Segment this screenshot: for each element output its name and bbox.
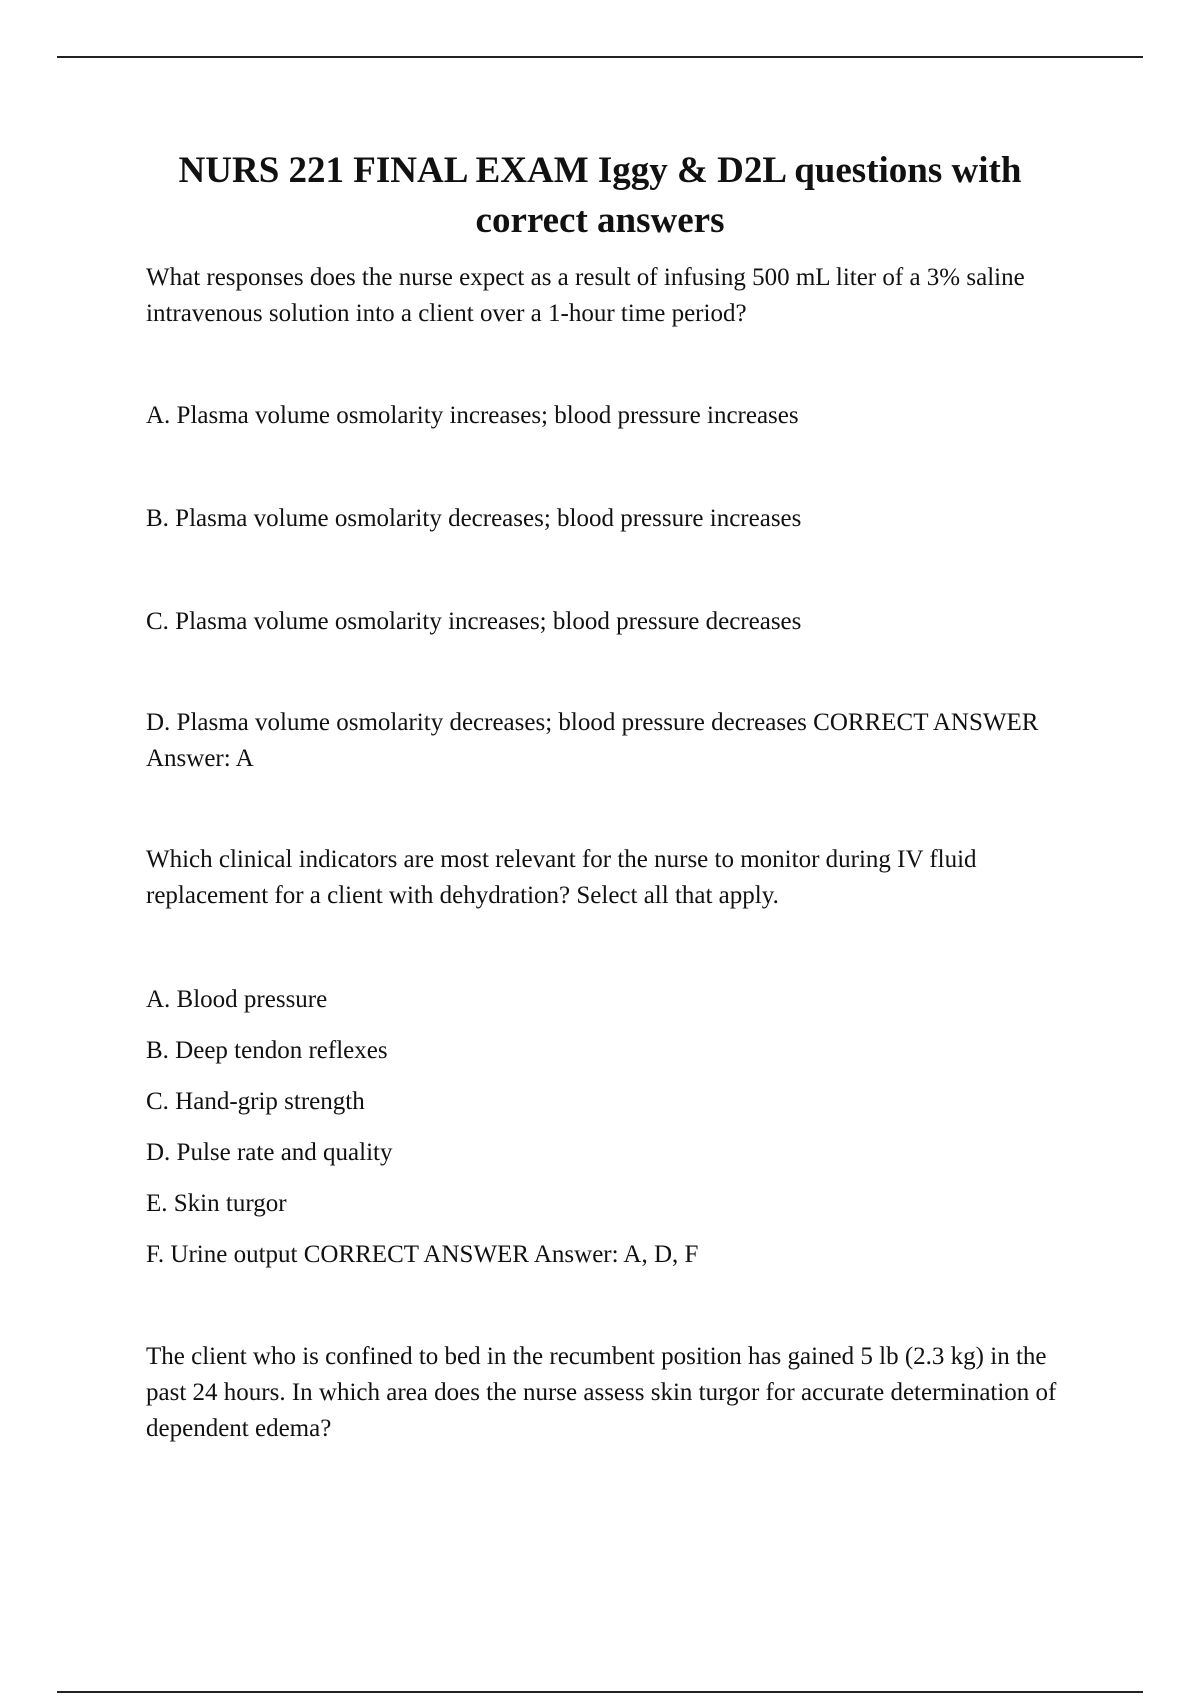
question-2-option-f: F. Urine output CORRECT ANSWER Answer: A, D, F: [146, 1241, 699, 1268]
question-1-option-d: D. Plasma volume osmolarity decreases; blood pressure decreases CORRECT ANSWER Answer: A: [146, 709, 1039, 772]
question-1-option-b: B. Plasma volume osmolarity decreases; blood pressure increases: [146, 505, 802, 532]
question-2-option-b: B. Deep tendon reflexes: [146, 1037, 388, 1064]
question-2-option-d: D. Pulse rate and quality: [146, 1139, 393, 1166]
question-2-option-a: A. Blood pressure: [146, 986, 328, 1013]
question-2-option-c: C. Hand-grip strength: [146, 1088, 365, 1115]
question-1-option-a: A. Plasma volume osmolarity increases; blood pressure increases: [146, 402, 799, 429]
question-2-stem: Which clinical indicators are most relevant for the nurse to monitor during IV fluid replacement for a client with dehydration? Select all that apply.: [146, 846, 977, 909]
question-1-stem: What responses does the nurse expect as a result of infusing 500 mL liter of a 3% saline intravenous solution into a client over a 1-hour time period?: [146, 264, 1025, 327]
question-2-option-e: E. Skin turgor: [146, 1190, 287, 1217]
document-title: NURS 221 FINAL EXAM Iggy & D2L questions with correct answers: [178, 150, 1022, 241]
bottom-divider: [57, 1691, 1143, 1693]
top-divider: [57, 56, 1143, 58]
question-1-option-c: C. Plasma volume osmolarity increases; blood pressure decreases: [146, 608, 802, 635]
question-3-stem: The client who is confined to bed in the recumbent position has gained 5 lb (2.3 kg) in the past 24 hours. In which area does the nurse assess skin turgor for accurate determination of dependent edema?: [146, 1343, 1057, 1442]
